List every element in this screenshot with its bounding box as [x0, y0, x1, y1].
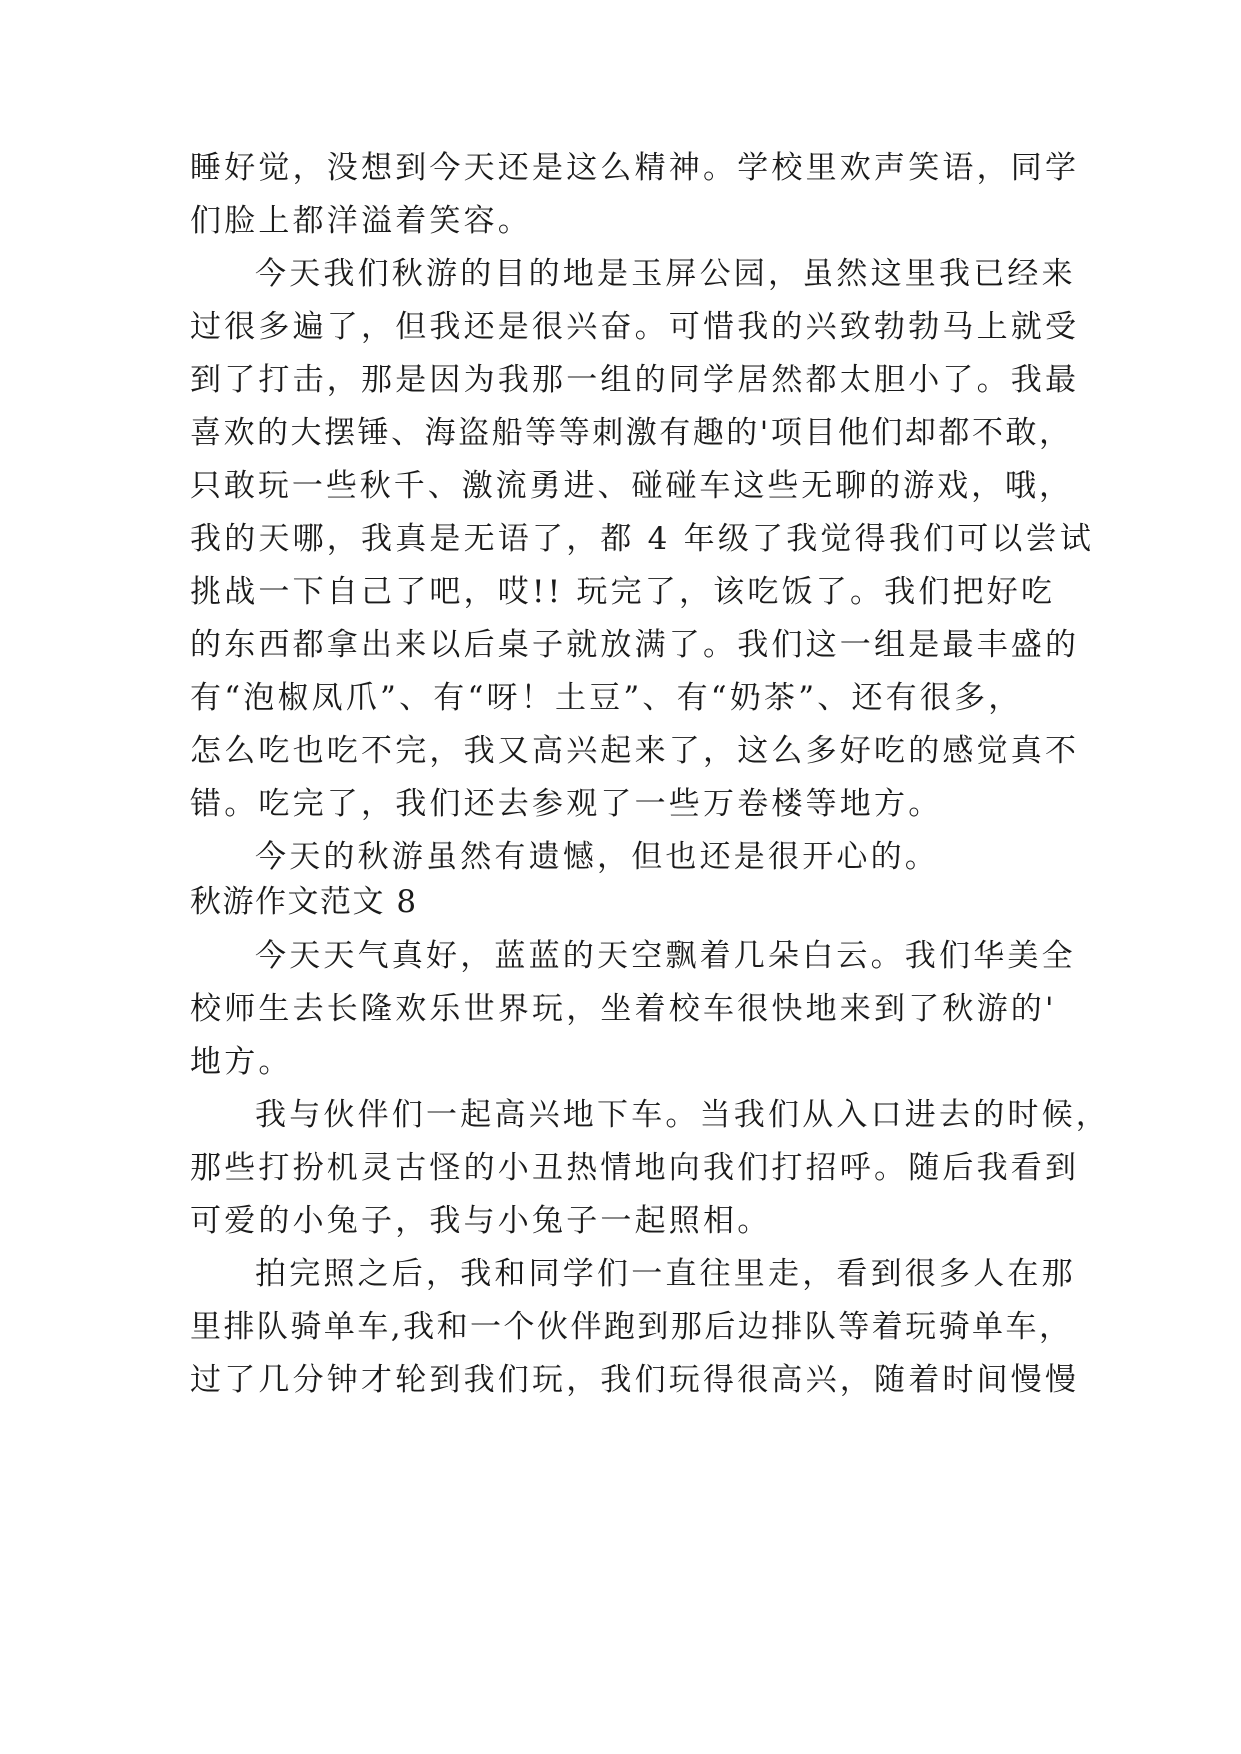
- text-line: 过很多遍了，但我还是很兴奋。可惜我的兴致勃勃马上就受: [190, 309, 1080, 345]
- text-line: 到了打击，那是因为我那一组的同学居然都太胆小了。我最: [190, 362, 1080, 398]
- text-line: 们脸上都洋溢着笑容。: [190, 203, 532, 239]
- text-line: 今天我们秋游的目的地是玉屏公园，虽然这里我已经来: [255, 256, 1076, 292]
- text-line: 喜欢的大摆锤、海盗船等等刺激有趣的'项目他们却都不敢，: [190, 415, 1070, 451]
- text-line: 今天的秋游虽然有遗憾，但也还是很开心的。: [255, 839, 939, 875]
- text-line: 校师生去长隆欢乐世界玩，坐着校车很快地来到了秋游的': [190, 991, 1057, 1027]
- text-line: 过了几分钟才轮到我们玩，我们玩得很高兴，随着时间慢慢: [190, 1362, 1080, 1398]
- text-line: 的东西都拿出来以后桌子就放满了。我们这一组是最丰盛的: [190, 627, 1080, 663]
- text-line: 可爱的小兔子，我与小兔子一起照相。: [190, 1203, 772, 1239]
- text-line: 挑战一下自己了吧，哎!! 玩完了，该吃饭了。我们把好吃: [190, 574, 1056, 610]
- text-line: 怎么吃也吃不完，我又高兴起来了，这么多好吃的感觉真不: [190, 733, 1080, 769]
- text-line: 只敢玩一些秋千、激流勇进、碰碰车这些无聊的游戏，哦，: [190, 468, 1070, 504]
- text-line: 我与伙伴们一起高兴地下车。当我们从入口进去的时候，: [255, 1097, 1110, 1133]
- text-line: 今天天气真好，蓝蓝的天空飘着几朵白云。我们华美全: [255, 938, 1076, 974]
- text-line: 睡好觉，没想到今天还是这么精神。学校里欢声笑语，同学: [190, 150, 1080, 186]
- text-line: 那些打扮机灵古怪的小丑热情地向我们打招呼。随后我看到: [190, 1150, 1080, 1186]
- text-line: 我的天哪，我真是无语了，都 4 年级了我觉得我们可以尝试: [190, 521, 1095, 557]
- section-heading: 秋游作文范文 8: [190, 884, 418, 920]
- text-line: 有“泡椒凤爪”、有“呀！土豆”、有“奶茶”、还有很多，: [190, 680, 1023, 716]
- text-line: 地方。: [190, 1044, 293, 1080]
- text-line: 拍完照之后，我和同学们一直往里走，看到很多人在那: [255, 1256, 1076, 1292]
- text-line: 里排队骑单车,我和一个伙伴跑到那后边排队等着玩骑单车，: [190, 1309, 1070, 1345]
- text-line: 错。吃完了，我们还去参观了一些万卷楼等地方。: [190, 786, 943, 822]
